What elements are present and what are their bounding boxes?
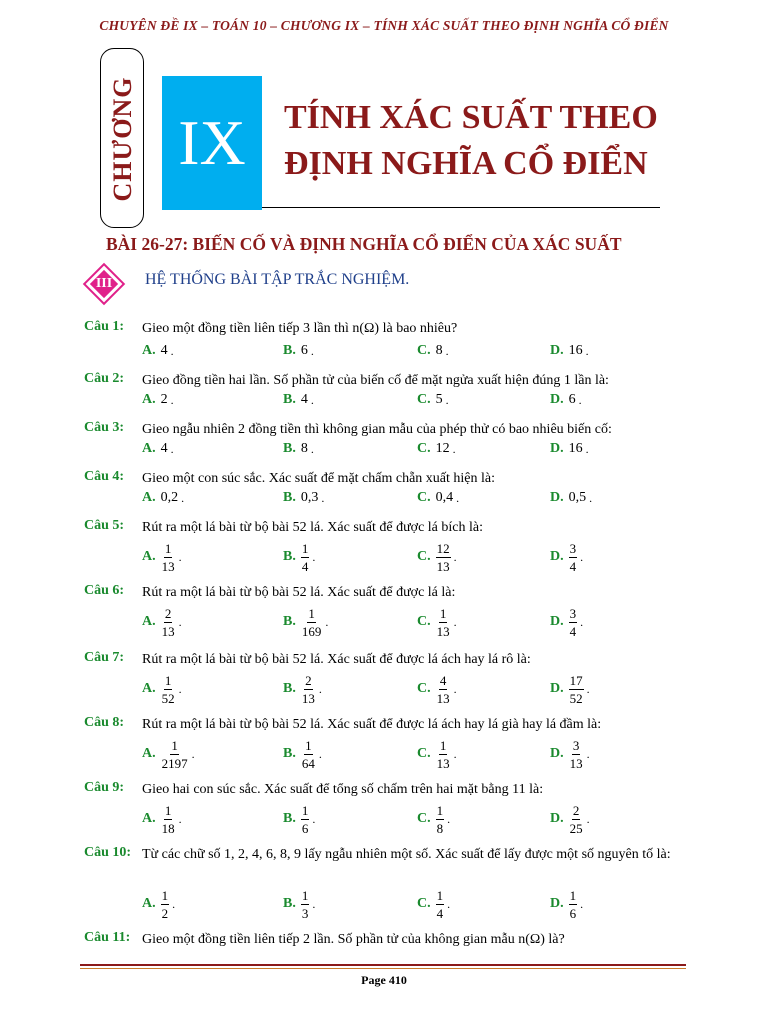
- option-period: .: [580, 614, 584, 629]
- fraction-numerator: 1: [439, 737, 447, 753]
- option-letter: D.: [550, 549, 564, 564]
- option-letter: A.: [142, 614, 156, 629]
- answer-option[interactable]: [142, 672, 182, 706]
- answer-option[interactable]: [142, 392, 174, 408]
- option-letter: A.: [142, 392, 156, 407]
- option-period: .: [586, 681, 590, 696]
- option-letter: D.: [550, 746, 564, 761]
- option-fraction: [161, 606, 176, 639]
- option-value: 8: [300, 441, 308, 456]
- option-letter: A.: [142, 343, 156, 358]
- option-letter: C.: [417, 490, 431, 505]
- option-period: .: [312, 896, 316, 911]
- option-period: .: [580, 896, 584, 911]
- answer-option[interactable]: [283, 737, 322, 771]
- answer-option[interactable]: [283, 605, 328, 639]
- option-letter: B.: [283, 490, 296, 505]
- option-letter: B.: [283, 896, 296, 911]
- question-number: Câu 1:: [84, 319, 125, 334]
- option-value: 0,5: [568, 490, 587, 505]
- answer-option[interactable]: [283, 540, 315, 574]
- fraction-numerator: 17: [569, 672, 583, 688]
- answer-option[interactable]: [283, 343, 314, 359]
- fraction-numerator: 1: [164, 802, 172, 818]
- fraction-denominator: 169: [301, 623, 322, 639]
- answer-option[interactable]: [142, 887, 175, 921]
- question-text: Rút ra một lá bài từ bộ bài 52 lá. Xác suất để được lá ách hay lá rô là:: [142, 652, 531, 667]
- option-fraction: [569, 888, 578, 921]
- question-text: Gieo ngẫu nhiên 2 đồng tiền thì không gian mẫu của phép thử có bao nhiêu biến cố:: [142, 422, 612, 437]
- fraction-numerator: 3: [569, 540, 577, 556]
- option-fraction: [161, 673, 176, 706]
- answer-option[interactable]: [283, 490, 324, 506]
- fraction-denominator: 13: [436, 623, 450, 639]
- question-text: Gieo hai con súc sắc. Xác suất để tổng số chấm trên hai mặt bằng 11 là:: [142, 782, 544, 797]
- option-period: .: [586, 811, 590, 826]
- answer-option[interactable]: [550, 672, 590, 706]
- option-value: 8: [435, 343, 443, 358]
- footer-rule-thin: [80, 968, 686, 969]
- fraction-denominator: 13: [301, 690, 315, 706]
- option-letter: A.: [142, 490, 156, 505]
- question-number: Câu 4:: [84, 469, 125, 484]
- option-period: .: [445, 392, 449, 407]
- fraction-denominator: 4: [436, 905, 444, 921]
- answer-option[interactable]: [283, 392, 314, 408]
- answer-option[interactable]: [417, 887, 450, 921]
- option-period: .: [585, 441, 589, 456]
- fraction-denominator: 4: [569, 623, 577, 639]
- fraction-denominator: 13: [161, 558, 175, 574]
- option-value: 16: [568, 343, 583, 358]
- answer-option[interactable]: [550, 441, 589, 457]
- option-letter: D.: [550, 343, 564, 358]
- option-period: .: [445, 343, 449, 358]
- option-value: 4: [160, 441, 168, 456]
- option-letter: A.: [142, 811, 156, 826]
- fraction-denominator: 3: [301, 905, 309, 921]
- answer-option[interactable]: [283, 672, 322, 706]
- fraction-denominator: 6: [301, 820, 309, 836]
- option-period: .: [170, 392, 174, 407]
- option-period: .: [181, 490, 185, 505]
- answer-option[interactable]: [417, 540, 457, 574]
- option-value: 12: [435, 441, 450, 456]
- fraction-numerator: 12: [436, 540, 450, 556]
- question-number: Câu 11:: [84, 930, 131, 945]
- option-fraction: [161, 541, 176, 574]
- option-period: .: [325, 614, 329, 629]
- option-period: .: [578, 392, 582, 407]
- question-number: Câu 9:: [84, 780, 125, 795]
- option-fraction: [569, 541, 578, 574]
- option-letter: B.: [283, 441, 296, 456]
- answer-option[interactable]: [142, 737, 195, 771]
- option-period: .: [312, 811, 316, 826]
- option-period: .: [310, 392, 314, 407]
- option-letter: D.: [550, 441, 564, 456]
- question-text: Từ các chữ số 1, 2, 4, 6, 8, 9 lấy ngẫu nhiên một số. Xác suất để lấy được một số nguyên tố là:: [142, 847, 671, 862]
- option-letter: C.: [417, 549, 431, 564]
- answer-option[interactable]: [550, 490, 592, 506]
- chapter-label-box: [100, 48, 144, 228]
- answer-option[interactable]: [550, 802, 590, 836]
- option-value: 4: [300, 392, 308, 407]
- fraction-numerator: 3: [569, 605, 577, 621]
- option-period: .: [453, 746, 457, 761]
- option-fraction: [161, 738, 189, 771]
- answer-option[interactable]: [283, 887, 315, 921]
- fraction-numerator: 2: [305, 672, 312, 688]
- option-period: .: [453, 614, 457, 629]
- fraction-numerator: 1: [161, 887, 169, 903]
- option-period: .: [178, 549, 182, 564]
- option-letter: D.: [550, 392, 564, 407]
- question-text: Rút ra một lá bài từ bộ bài 52 lá. Xác suất để được lá là:: [142, 585, 456, 600]
- answer-option[interactable]: [550, 605, 583, 639]
- fraction-numerator: 1: [439, 605, 447, 621]
- option-fraction: [569, 606, 578, 639]
- option-letter: B.: [283, 681, 296, 696]
- option-value: 0,3: [300, 490, 319, 505]
- option-fraction: [436, 888, 445, 921]
- chapter-title-line2: ĐỊNH NGHĨA CỔ ĐIỂN: [284, 145, 648, 182]
- answer-option[interactable]: [142, 540, 182, 574]
- option-letter: D.: [550, 614, 564, 629]
- option-letter: A.: [142, 746, 156, 761]
- option-letter: B.: [283, 343, 296, 358]
- fraction-denominator: 13: [569, 755, 583, 771]
- option-letter: D.: [550, 896, 564, 911]
- option-fraction: [569, 803, 584, 836]
- option-value: 6: [568, 392, 576, 407]
- fraction-denominator: 18: [161, 820, 175, 836]
- chapter-title-line1: TÍNH XÁC SUẤT THEO: [284, 99, 658, 136]
- question-number: Câu 8:: [84, 715, 125, 730]
- fraction-numerator: 4: [439, 672, 447, 688]
- chapter-number: IX: [162, 76, 262, 210]
- answer-option[interactable]: [417, 392, 449, 408]
- option-fraction: [436, 606, 451, 639]
- chapter-title: [284, 95, 658, 187]
- answer-option[interactable]: [550, 887, 583, 921]
- page-number: Page 410: [361, 973, 407, 987]
- fraction-numerator: 1: [171, 737, 178, 753]
- fraction-denominator: 13: [436, 690, 450, 706]
- fraction-denominator: 13: [436, 558, 450, 574]
- running-header: CHUYÊN ĐỀ IX – TOÁN 10 – CHƯƠNG IX – TÍNH XÁC SUẤT THEO ĐỊNH NGHĨA CỔ ĐIỂN: [99, 18, 669, 33]
- option-period: .: [312, 549, 316, 564]
- question-number: Câu 6:: [84, 583, 125, 598]
- answer-option[interactable]: [142, 441, 174, 457]
- option-letter: B.: [283, 614, 296, 629]
- option-period: .: [178, 681, 182, 696]
- option-fraction: [436, 803, 445, 836]
- option-value: 6: [300, 343, 308, 358]
- option-period: .: [586, 746, 590, 761]
- option-fraction: [301, 803, 310, 836]
- option-fraction: [161, 803, 176, 836]
- section-diamond-icon: [85, 265, 123, 303]
- option-period: .: [453, 549, 457, 564]
- option-letter: C.: [417, 441, 431, 456]
- option-fraction: [301, 738, 316, 771]
- option-letter: A.: [142, 896, 156, 911]
- question-number: Câu 10:: [84, 845, 132, 860]
- answer-option[interactable]: [283, 802, 315, 836]
- option-period: .: [178, 614, 182, 629]
- option-period: .: [456, 490, 460, 505]
- option-letter: C.: [417, 746, 431, 761]
- option-fraction: [569, 738, 584, 771]
- question-text: Rút ra một lá bài từ bộ bài 52 lá. Xác suất để được lá bích là:: [142, 520, 483, 535]
- question-text: Gieo một đồng tiền liên tiếp 3 lần thì n(Ω) là bao nhiêu?: [142, 321, 458, 336]
- chapter-label: CHƯƠNG: [108, 76, 137, 202]
- answer-option[interactable]: [417, 802, 450, 836]
- answer-option[interactable]: [417, 441, 456, 457]
- option-period: .: [170, 343, 174, 358]
- fraction-denominator: 4: [569, 558, 577, 574]
- option-period: .: [447, 811, 451, 826]
- option-period: .: [580, 549, 584, 564]
- fraction-numerator: 3: [572, 737, 580, 753]
- option-period: .: [318, 746, 322, 761]
- option-period: .: [453, 681, 457, 696]
- option-value: 5: [435, 392, 443, 407]
- question-number: Câu 5:: [84, 518, 125, 533]
- answer-option[interactable]: [142, 605, 182, 639]
- option-value: 0,2: [160, 490, 179, 505]
- option-period: .: [170, 441, 174, 456]
- footer-rule: [80, 964, 686, 966]
- fraction-numerator: 1: [164, 540, 172, 556]
- option-value: 4: [160, 343, 168, 358]
- question-text: Gieo đồng tiền hai lần. Số phần tử của biến cố để mặt ngửa xuất hiện đúng 1 lần là:: [142, 373, 609, 388]
- answer-option[interactable]: [550, 737, 590, 771]
- fraction-numerator: 1: [301, 540, 309, 556]
- option-letter: B.: [283, 549, 296, 564]
- option-period: .: [178, 811, 182, 826]
- fraction-denominator: 25: [569, 820, 583, 836]
- option-letter: D.: [550, 490, 564, 505]
- option-letter: D.: [550, 681, 564, 696]
- option-letter: B.: [283, 392, 296, 407]
- fraction-denominator: 52: [569, 690, 583, 706]
- option-fraction: [436, 541, 451, 574]
- fraction-numerator: 1: [308, 605, 315, 621]
- option-letter: C.: [417, 681, 431, 696]
- section-number: III: [95, 276, 113, 291]
- fraction-numerator: 2: [164, 605, 172, 621]
- option-period: .: [589, 490, 593, 505]
- option-fraction: [301, 606, 323, 639]
- fraction-numerator: 2: [572, 802, 580, 818]
- option-letter: C.: [417, 614, 431, 629]
- option-fraction: [161, 888, 170, 921]
- option-value: 2: [160, 392, 168, 407]
- fraction-denominator: 13: [161, 623, 175, 639]
- answer-option[interactable]: [142, 490, 184, 506]
- fraction-numerator: 1: [164, 672, 172, 688]
- lesson-title: BÀI 26-27: BIẾN CỐ VÀ ĐỊNH NGHĨA CỔ ĐIỂN CỦA XÁC SUẤT: [106, 234, 622, 254]
- answer-option[interactable]: [417, 672, 457, 706]
- option-fraction: [301, 888, 310, 921]
- fraction-denominator: 6: [569, 905, 577, 921]
- option-period: .: [321, 490, 325, 505]
- question-number: Câu 3:: [84, 420, 125, 435]
- answer-option[interactable]: [550, 392, 582, 408]
- option-letter: C.: [417, 896, 431, 911]
- answer-option[interactable]: [417, 737, 457, 771]
- fraction-denominator: 64: [301, 755, 315, 771]
- option-letter: A.: [142, 681, 156, 696]
- option-value: 16: [568, 441, 583, 456]
- fraction-numerator: 1: [301, 887, 309, 903]
- answer-option[interactable]: [142, 802, 182, 836]
- answer-option[interactable]: [550, 540, 583, 574]
- section-title: HỆ THỐNG BÀI TẬP TRẮC NGHIỆM.: [145, 271, 410, 288]
- fraction-denominator: 8: [436, 820, 444, 836]
- option-letter: C.: [417, 811, 431, 826]
- question-number: Câu 2:: [84, 371, 125, 386]
- option-letter: A.: [142, 441, 156, 456]
- option-period: .: [191, 746, 195, 761]
- fraction-denominator: 2: [161, 905, 169, 921]
- option-letter: D.: [550, 811, 564, 826]
- option-letter: C.: [417, 343, 431, 358]
- option-value: 0,4: [435, 490, 454, 505]
- fraction-denominator: 13: [436, 755, 450, 771]
- option-letter: B.: [283, 811, 296, 826]
- fraction-numerator: 1: [436, 887, 444, 903]
- option-fraction: [436, 738, 451, 771]
- option-fraction: [569, 673, 584, 706]
- option-fraction: [301, 673, 316, 706]
- option-period: .: [172, 896, 176, 911]
- question-text: Gieo một con súc sắc. Xác suất để mặt chấm chẵn xuất hiện là:: [142, 471, 495, 486]
- option-fraction: [436, 673, 451, 706]
- option-period: .: [585, 343, 589, 358]
- answer-option[interactable]: [417, 605, 457, 639]
- answer-option[interactable]: [417, 343, 449, 359]
- option-letter: B.: [283, 746, 296, 761]
- question-text: Rút ra một lá bài từ bộ bài 52 lá. Xác suất để được lá ách hay lá già hay lá đầm là:: [142, 717, 602, 732]
- fraction-denominator: 2197: [161, 755, 188, 771]
- fraction-denominator: 4: [301, 558, 309, 574]
- answer-option[interactable]: [550, 343, 589, 359]
- fraction-numerator: 1: [569, 887, 577, 903]
- option-period: .: [310, 441, 314, 456]
- option-period: .: [452, 441, 456, 456]
- option-fraction: [301, 541, 310, 574]
- question-text: Gieo một đồng tiền liên tiếp 2 lần. Số phần tử của không gian mẫu n(Ω) là?: [142, 932, 565, 947]
- option-period: .: [447, 896, 451, 911]
- question-number: Câu 7:: [84, 650, 125, 665]
- title-underline: [262, 207, 660, 208]
- option-period: .: [318, 681, 322, 696]
- option-letter: A.: [142, 549, 156, 564]
- answer-option[interactable]: [142, 343, 174, 359]
- fraction-numerator: 1: [301, 802, 309, 818]
- option-period: .: [310, 343, 314, 358]
- answer-option[interactable]: [283, 441, 314, 457]
- fraction-denominator: 52: [161, 690, 175, 706]
- option-letter: C.: [417, 392, 431, 407]
- answer-option[interactable]: [417, 490, 459, 506]
- fraction-numerator: 1: [305, 737, 312, 753]
- fraction-numerator: 1: [436, 802, 444, 818]
